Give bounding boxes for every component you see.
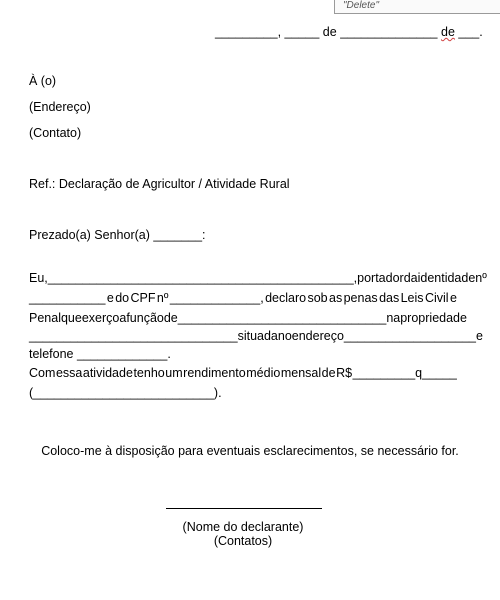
body-word: função: [126, 311, 164, 325]
body-word: exerço: [81, 311, 120, 325]
body-line-3: [29, 311, 467, 325]
body-word: e: [476, 329, 483, 343]
date-year-blank: ___.: [458, 25, 483, 39]
body-word: de: [321, 366, 336, 380]
body-word: situada: [237, 329, 278, 343]
body-word: nº: [475, 271, 487, 285]
comment-text: "Delete": [343, 0, 380, 11]
body-word: ______________________________: [177, 311, 387, 325]
recipient-to: À (o): [29, 74, 57, 88]
body-word: tenho: [133, 366, 165, 380]
body-word: essa: [55, 366, 83, 380]
body-line-7: (__________________________).: [29, 386, 222, 400]
body-word: endereço: [291, 329, 344, 343]
comment-balloon[interactable]: [334, 0, 500, 14]
signature-name: (Nome do declarante): [182, 520, 304, 534]
body-word: das: [379, 291, 400, 305]
body-word: ____________________________________________,: [47, 271, 358, 285]
signature-contact: (Contatos): [213, 534, 273, 548]
body-word: que: [60, 311, 82, 325]
body-word: e: [106, 291, 114, 305]
body-word: Eu,: [29, 271, 48, 285]
body-word: de: [163, 311, 178, 325]
body-word: mensal: [280, 366, 322, 380]
body-word: ___________________: [343, 329, 476, 343]
date-blank-2: _____: [284, 25, 320, 39]
recipient-contact: (Contato): [29, 126, 82, 140]
date-comma: ,: [277, 25, 282, 39]
body-word: sob: [307, 291, 328, 305]
body-word: a: [119, 311, 127, 325]
body-word: R$: [336, 366, 353, 380]
body-word: _____________,: [169, 291, 264, 305]
body-word: rendimento: [183, 366, 246, 380]
body-line-1: [29, 271, 487, 285]
recipient-address: (Endereço): [29, 100, 91, 114]
date-de-2: de: [441, 25, 455, 39]
reference-line: Ref.: Declaração de Agricultor / Atividade Rural: [29, 177, 290, 191]
body-line-5: telefone _____________.: [29, 347, 171, 361]
body-word: um: [165, 366, 183, 380]
body-word: ______________________________: [29, 329, 238, 343]
body-word: identidade: [417, 271, 476, 285]
greeting-line: Prezado(a) Senhor(a) _______:: [29, 228, 206, 242]
body-word: do: [115, 291, 130, 305]
body-word: Com: [29, 366, 56, 380]
body-word: CPF: [130, 291, 156, 305]
body-word: portador: [357, 271, 404, 285]
body-word: _________q_____: [352, 366, 457, 380]
body-word: atividade: [82, 366, 133, 380]
body-word: as: [329, 291, 343, 305]
body-word: propriedade: [400, 311, 467, 325]
body-word: penas: [343, 291, 378, 305]
body-word: Civil: [424, 291, 449, 305]
closing-paragraph: Coloco-me à disposição para eventuais esclarecimentos, se necessário for.: [41, 444, 459, 458]
body-word: da: [403, 271, 418, 285]
body-word: Leis: [400, 291, 424, 305]
body-word: ___________: [29, 291, 106, 305]
date-de-1: de: [322, 25, 337, 39]
body-word: Penal: [29, 311, 61, 325]
date-month-blank: ______________: [340, 25, 438, 39]
body-word: declaro: [265, 291, 307, 305]
date-day-blank: _________: [215, 25, 278, 39]
body-word: e: [449, 291, 457, 305]
body-line-4: [29, 329, 483, 343]
body-word: na: [386, 311, 401, 325]
body-line-2: [29, 291, 457, 305]
body-word: médio: [246, 366, 281, 380]
body-word: nº: [156, 291, 169, 305]
date-line: [215, 25, 483, 40]
body-line-6: [29, 366, 457, 380]
signature-line: [166, 508, 322, 509]
body-word: no: [277, 329, 292, 343]
